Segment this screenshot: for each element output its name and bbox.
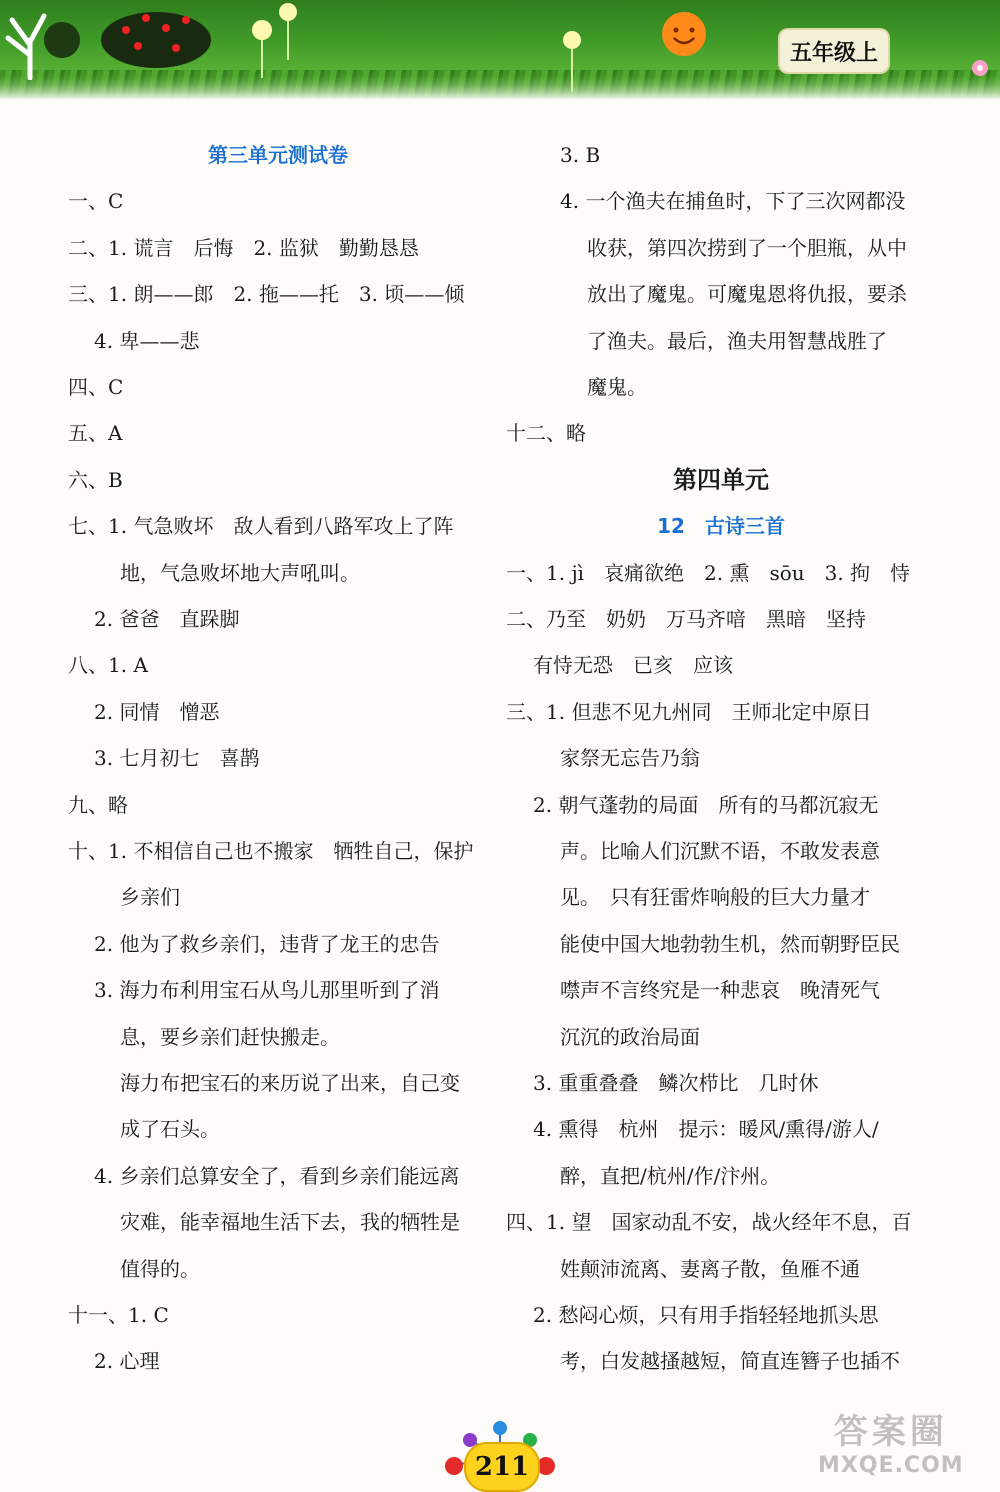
page-number-badge — [440, 1420, 560, 1490]
answer-line: 十、1. 不相信自己也不搬家 牺牲自己，保护 — [68, 839, 474, 863]
answer-line: 六、B — [68, 467, 123, 492]
answer-line: 八、1. A — [68, 653, 148, 678]
answer-line: 三、1. 但悲不见九州同 王师北定中原日 — [506, 699, 872, 724]
watermark-url: MXQE.COM — [818, 1453, 964, 1478]
flower-icon — [950, 40, 1000, 100]
answer-line: 十二、略 — [506, 421, 586, 446]
answer-line: 四、C — [68, 375, 124, 399]
answer-line: 2. 同情 憎恶 — [94, 699, 220, 724]
answer-line: 考，白发越搔越短，简直连簪子也插不 — [560, 1349, 900, 1374]
answer-line: 有恃无恐 已亥 应该 — [533, 653, 733, 678]
answer-line: 十一、1. C — [68, 1303, 169, 1327]
grade-badge: 五年级上 — [780, 30, 888, 72]
answer-line: 声。比喻人们沉默不语，不敢发表意 — [560, 839, 880, 863]
answer-line: 见。 只有狂雷炸响般的巨大力量才 — [560, 885, 870, 910]
flower-bush-icon — [96, 0, 216, 70]
sun-icon — [656, 6, 712, 62]
answer-line: 一、C — [68, 189, 124, 214]
answer-line: 魔鬼。 — [587, 375, 647, 399]
answer-line: 3. 海力布利用宝石从鸟儿那里听到了消 — [94, 978, 440, 1003]
watermark-logo-text: 答案圈 — [833, 1412, 948, 1452]
answer-line: 二、乃至 奶奶 万马齐喑 黑暗 坚持 — [506, 607, 866, 631]
answer-line: 九、略 — [68, 792, 128, 817]
answer-line: 成了石头。 — [120, 1117, 220, 1142]
answer-line: 4. 乡亲们总算安全了，看到乡亲们能远离 — [94, 1163, 460, 1188]
dandelion-icon — [240, 0, 310, 80]
answer-line: 2. 心理 — [94, 1349, 160, 1374]
answer-line: 2. 他为了救乡亲们，违背了龙王的忠告 — [94, 931, 440, 956]
answer-line: 放出了魔鬼。可魔鬼恩将仇报，要杀 — [587, 282, 907, 307]
answer-line: 灾难，能幸福地生活下去，我的牺牲是 — [120, 1210, 460, 1235]
answer-line: 4. 一个渔夫在捕鱼时，下了三次网都没 — [560, 189, 906, 214]
answer-line: 三、1. 朗——郎 2. 拖——托 3. 顷——倾 — [68, 282, 465, 307]
answer-line: 沉沉的政治局面 — [560, 1024, 700, 1049]
answer-line: 姓颠沛流离、妻离子散，鱼雁不通 — [560, 1256, 860, 1281]
answer-line: 收获，第四次捞到了一个胆瓶，从中 — [587, 235, 907, 260]
answer-line: 3. 重重叠叠 鳞次栉比 几时休 — [533, 1071, 819, 1095]
answer-line: 3. B — [560, 143, 601, 167]
unit-heading: 第四单元 — [673, 465, 769, 494]
answer-line: 地，气急败坏地大声吼叫。 — [120, 560, 360, 585]
section-title: 第三单元测试卷 — [208, 143, 348, 167]
header-banner — [0, 0, 1000, 100]
answer-line: 能使中国大地勃勃生机，然而朝野臣民 — [560, 931, 900, 956]
answer-line: 值得的。 — [120, 1256, 200, 1281]
answer-line: 乡亲们 — [120, 885, 180, 910]
answer-line: 一、1. jì 哀痛欲绝 2. 熏 sōu 3. 拘 恃 — [506, 560, 911, 585]
answer-line: 息，要乡亲们赶快搬走。 — [120, 1024, 340, 1049]
answer-line: 醉，直把/杭州/作/汴州。 — [560, 1163, 781, 1188]
answer-line: 家祭无忘告乃翁 — [560, 746, 700, 771]
answer-line: 四、1. 望 国家动乱不安，战火经年不息，百 — [506, 1210, 912, 1235]
answer-line: 七、1. 气急败坏 敌人看到八路军攻上了阵 — [68, 514, 454, 539]
answer-line: 4. 熏得 杭州 提示：暖风/熏得/游人/ — [533, 1117, 879, 1142]
answer-line: 五、A — [68, 421, 123, 446]
answer-line: 噤声不言终究是一种悲哀 晚清死气 — [560, 978, 880, 1003]
answer-line: 2. 朝气蓬勃的局面 所有的马都沉寂无 — [533, 792, 879, 817]
page-number: 211 — [464, 1442, 540, 1492]
grass-decoration — [0, 70, 1000, 100]
answer-line: 二、1. 谎言 后悔 2. 监狱 勤勤恳恳 — [68, 235, 419, 260]
answer-line: 2. 爸爸 直跺脚 — [94, 607, 240, 631]
dandelion-icon — [540, 14, 600, 94]
watermark — [818, 1404, 964, 1478]
answer-line: 海力布把宝石的来历说了出来，自己变 — [120, 1071, 460, 1095]
answer-line: 4. 卑——悲 — [94, 328, 200, 353]
answer-line: 3. 七月初七 喜鹊 — [94, 746, 260, 771]
section-title: 12 古诗三首 — [657, 514, 785, 539]
answer-line: 了渔夫。最后，渔夫用智慧战胜了 — [587, 328, 887, 353]
tree-icon — [0, 0, 90, 80]
answer-line: 2. 愁闷心烦，只有用手指轻轻地抓头思 — [533, 1303, 879, 1327]
